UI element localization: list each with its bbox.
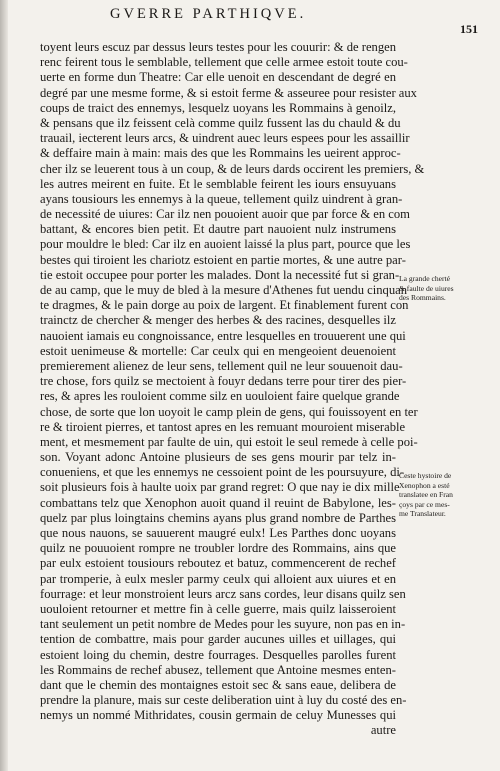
text-line: toyent leurs escuz par dessus leurs testes pour les couurir: & de rengen: [40, 40, 397, 54]
page-header: [40, 4, 480, 34]
text-line: de au camp, que le muy de bled à la mesure d'Athenes fut uendu cinquan: [40, 283, 408, 297]
text-line: nemys un nommé Mithridates, cousin germain de celuy Munesses qui: [40, 708, 396, 723]
text-line: tention de combattre, mais pour garder aucunes uilles et uillages, qui: [40, 632, 396, 647]
text-line: les autres meirent en fuite. Et le semblable feirent les iours ensuyuans: [40, 176, 396, 191]
page-number: 151: [460, 22, 478, 36]
marginal-note-line: & faulte de uiures: [399, 283, 454, 293]
marginal-note-line: La grande cherté: [399, 274, 451, 283]
text-line: tie estoit occupee pour porter les malades. Dont la necessité fut si gran-: [40, 267, 400, 282]
marginal-note-line: Ceste hystoire de: [399, 471, 452, 480]
text-line: soit plusieurs fois à haulte uoix par grand regret: O que nay ie dix mille: [40, 480, 400, 495]
text-line: par eulx estoient tousiours reboutez et batuz, commencerent de rechef: [40, 556, 396, 571]
text-line: conueniens, et que les ennemys ne cessoient point de les poursuyure, di-: [40, 465, 405, 480]
marginal-note-xenophon: [399, 471, 497, 519]
text-line: fourrage: et leur monstroient leurs arcz sans cordes, leur disans quilz sen: [40, 586, 406, 601]
text-line: nauoient iamais eu congnoissance, entre lesquelles en trouuerent une qui: [40, 328, 406, 343]
text-line: ayans tousiours les ennemys à la queue, tellement quilz uindrent à gran-: [40, 191, 403, 206]
text-line: tre chose, fors quilz se mectoient à fouyr dedans terre pour tirer des pier-: [40, 374, 407, 389]
marginal-note-line: çoys par ce mes-: [399, 499, 450, 509]
text-line: combattans telz que Xenophon auoit quand il reuint de Babylone, les-: [40, 495, 396, 510]
text-line: de necessité de uiures: Car ilz nen pouoient auoir que par force & en com: [40, 207, 410, 222]
text-line: tant seulement un petit nombre de Medes pour les suyure, non pas en in-: [40, 617, 406, 632]
text-line: premierement alienez de leur sens, tellement quil ne leur souuenoit dau-: [40, 358, 403, 373]
text-line: que nous nauons, se sauuerent maugré eulx! Les Parthes donc uoyans: [40, 526, 396, 540]
text-line: trainctz de chercher & menger des herbes & des racines, desquelles ilz: [40, 313, 396, 328]
text-line: degré par une mesme forme, & si estoit ferme & asseuree pour resister aux: [40, 85, 417, 100]
text-line: dant que le chemin des montaignes estoit sec & sans eaue, delibera de: [40, 677, 396, 692]
text-line: battant, & encores bien petit. Et dautre part nauoient nulz instrumens: [40, 222, 396, 237]
text-line: prendre la planure, mais sur ceste deliberation uint à luy du costé des en-: [40, 693, 407, 708]
marginal-note-line: translatee en Fran: [399, 490, 453, 500]
text-line: coups de traict des ennemys, lesquelz uoyans les Rommains à genoilz,: [40, 100, 396, 115]
text-line: quelz par plus loingtains chemins ayans plus grand nombre de Parthes: [40, 510, 396, 525]
text-line: re & tiroient pierres, et tantost apres en les remuant mouroient miserable: [40, 419, 406, 434]
text-line: te dragmes, & le pain dorge au poix de largent. Et finablement furent con: [40, 298, 409, 313]
text-line: par tromperie, à eulx mesler parmy ceulx qui alloient aux uiures et en: [40, 571, 396, 586]
text-line: & deffaire main à main: mais des que les Rommains les ueirent approc-: [40, 146, 401, 161]
text-line: son. Voyant adonc Antoine plusieurs de ses gens mourir par telz in-: [40, 450, 396, 465]
text-line: cher ilz se leuerent tous à un coup, & de leurs dards occirent les premiers, &: [40, 161, 425, 176]
running-title: GVERRE PARTHIQVE.: [110, 6, 307, 22]
text-line: uouloient retourner et mettre fin à celle guerre, mais quilz laisseroient: [40, 601, 396, 616]
text-line: pour mouldre le bled: Car ilz en auoient laissé la plus part, pource que les: [40, 237, 411, 252]
text-line: trauail, iecterent leurs arcs, & uindrent auec leurs espees pour les assaillir: [40, 131, 410, 146]
text-line: renc feirent tous le semblable, tellement que celle armee estoit toute cou-: [40, 55, 408, 70]
text-line: bestes qui tiroient les chariotz estoient en partie mortes, & une autre par-: [40, 252, 406, 267]
text-line: chose, de sorte que lon uoyoit le camp plein de gens, qui fouissoyent en ter: [40, 404, 418, 419]
text-line: uerte en forme dun Theatre: Car elle uenoit en descendant de degré en: [40, 70, 396, 85]
text-line: quilz ne pouuoient rompre ne troubler lordre des Rommains, ains que: [40, 541, 396, 556]
marginal-note-line: me Translateur.: [399, 509, 446, 519]
catchword: autre: [370, 723, 396, 738]
text-line: les Rommains de rechef abusez, tellement que Antoine mesmes enten-: [40, 662, 396, 677]
text-line: estoit uenimeuse & mortelle: Car ceulx qui en mengeoient deuenoient: [40, 343, 396, 358]
text-line: & pensans que ilz feissent celà comme quilz fussent las du chauld & du: [40, 115, 401, 130]
text-line: estoient loing du chemin, destre fourrages. Desquelles parolles furent: [40, 647, 396, 662]
marginal-note-line: des Rommains.: [399, 293, 446, 303]
text-line: res, & apres les rouloient comme silz en uouloient faire quelque grande: [40, 389, 400, 404]
marginal-note-famine: [399, 274, 497, 303]
marginal-note-line: Xenophon a esté: [399, 480, 450, 490]
text-line: ment, et mesmement par faulte de uin, qui estoit le seul remede à celle poi-: [40, 434, 418, 449]
